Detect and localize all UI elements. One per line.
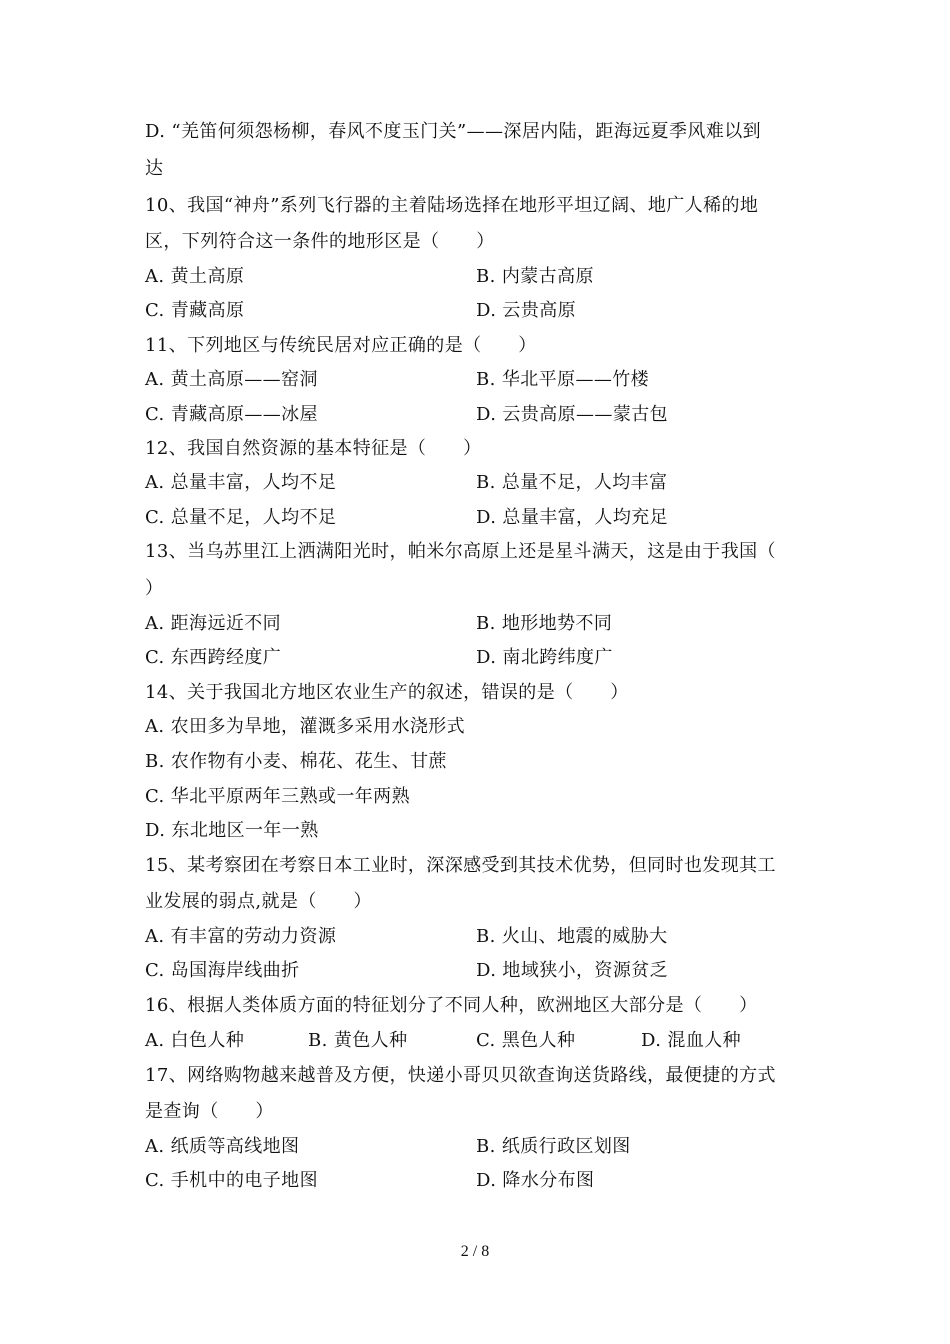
q9-option-d-line2: 达 [145, 158, 164, 179]
q11-option-c: C. 青藏高原——冰屋 [145, 404, 318, 425]
q14-option-d: D. 东北地区一年一熟 [145, 820, 319, 841]
q17-option-a: A. 纸质等高线地图 [145, 1136, 300, 1157]
q15-option-d: D. 地域狭小，资源贫乏 [476, 960, 669, 981]
q13-option-a: A. 距海远近不同 [145, 613, 282, 634]
q13-option-b: B. 地形地势不同 [476, 613, 613, 634]
q10-stem-line2: 区，下列符合这一条件的地形区是（ ） [145, 231, 495, 252]
q10-stem-line1: 10、我国“神舟”系列飞行器的主着陆场选择在地形平坦辽阔、地广人稀的地 [145, 195, 759, 216]
q15-stem-line2: 业发展的弱点,就是（ ） [145, 891, 372, 912]
q13-stem-line2: ） [145, 578, 164, 599]
q13-stem-line1: 13、当乌苏里江上洒满阳光时，帕米尔高原上还是星斗满天，这是由于我国（ [145, 541, 776, 562]
q17-stem-line2: 是查询（ ） [145, 1101, 274, 1122]
q10-option-b: B. 内蒙古高原 [476, 266, 594, 287]
q17-option-c: C. 手机中的电子地图 [145, 1170, 318, 1191]
q16-option-c: C. 黑色人种 [476, 1030, 576, 1051]
q11-stem: 11、下列地区与传统民居对应正确的是（ ） [145, 335, 537, 356]
q15-stem-line1: 15、某考察团在考察日本工业时，深深感受到其技术优势，但同时也发现其工 [145, 855, 776, 876]
page-number: 2 / 8 [460, 1243, 490, 1260]
q16-stem: 16、根据人类体质方面的特征划分了不同人种，欧洲地区大部分是（ ） [145, 995, 758, 1016]
q17-stem-line1: 17、网络购物越来越普及方便，快递小哥贝贝欲查询送货路线，最便捷的方式 [145, 1065, 776, 1086]
q13-option-d: D. 南北跨纬度广 [476, 647, 613, 668]
q17-option-b: B. 纸质行政区划图 [476, 1136, 631, 1157]
q14-stem: 14、关于我国北方地区农业生产的叙述，错误的是（ ） [145, 682, 629, 703]
q15-option-a: A. 有丰富的劳动力资源 [145, 926, 337, 947]
q11-option-b: B. 华北平原——竹楼 [476, 369, 650, 390]
q15-option-b: B. 火山、地震的威胁大 [476, 926, 668, 947]
q12-option-b: B. 总量不足，人均丰富 [476, 472, 668, 493]
q14-option-b: B. 农作物有小麦、棉花、花生、甘蔗 [145, 751, 447, 772]
q12-option-a: A. 总量丰富，人均不足 [145, 472, 337, 493]
q11-option-a: A. 黄土高原——窑洞 [145, 369, 318, 390]
q15-option-c: C. 岛国海岸线曲折 [145, 960, 300, 981]
q16-option-b: B. 黄色人种 [308, 1030, 408, 1051]
q16-option-d: D. 混血人种 [641, 1030, 742, 1051]
q17-option-d: D. 降水分布图 [476, 1170, 595, 1191]
q12-option-c: C. 总量不足，人均不足 [145, 507, 337, 528]
q10-option-a: A. 黄土高原 [145, 266, 245, 287]
q12-stem: 12、我国自然资源的基本特征是（ ） [145, 438, 482, 459]
q9-option-d-line1: D. “羌笛何须怨杨柳，春风不度玉门关”——深居内陆，距海远夏季风难以到 [145, 121, 762, 142]
q10-option-d: D. 云贵高原 [476, 300, 577, 321]
q14-option-a: A. 农田多为旱地，灌溉多采用水浇形式 [145, 716, 466, 737]
q13-option-c: C. 东西跨经度广 [145, 647, 282, 668]
q14-option-c: C. 华北平原两年三熟或一年两熟 [145, 786, 410, 807]
q10-option-c: C. 青藏高原 [145, 300, 245, 321]
q16-option-a: A. 白色人种 [145, 1030, 245, 1051]
q12-option-d: D. 总量丰富，人均充足 [476, 507, 669, 528]
q11-option-d: D. 云贵高原——蒙古包 [476, 404, 669, 425]
